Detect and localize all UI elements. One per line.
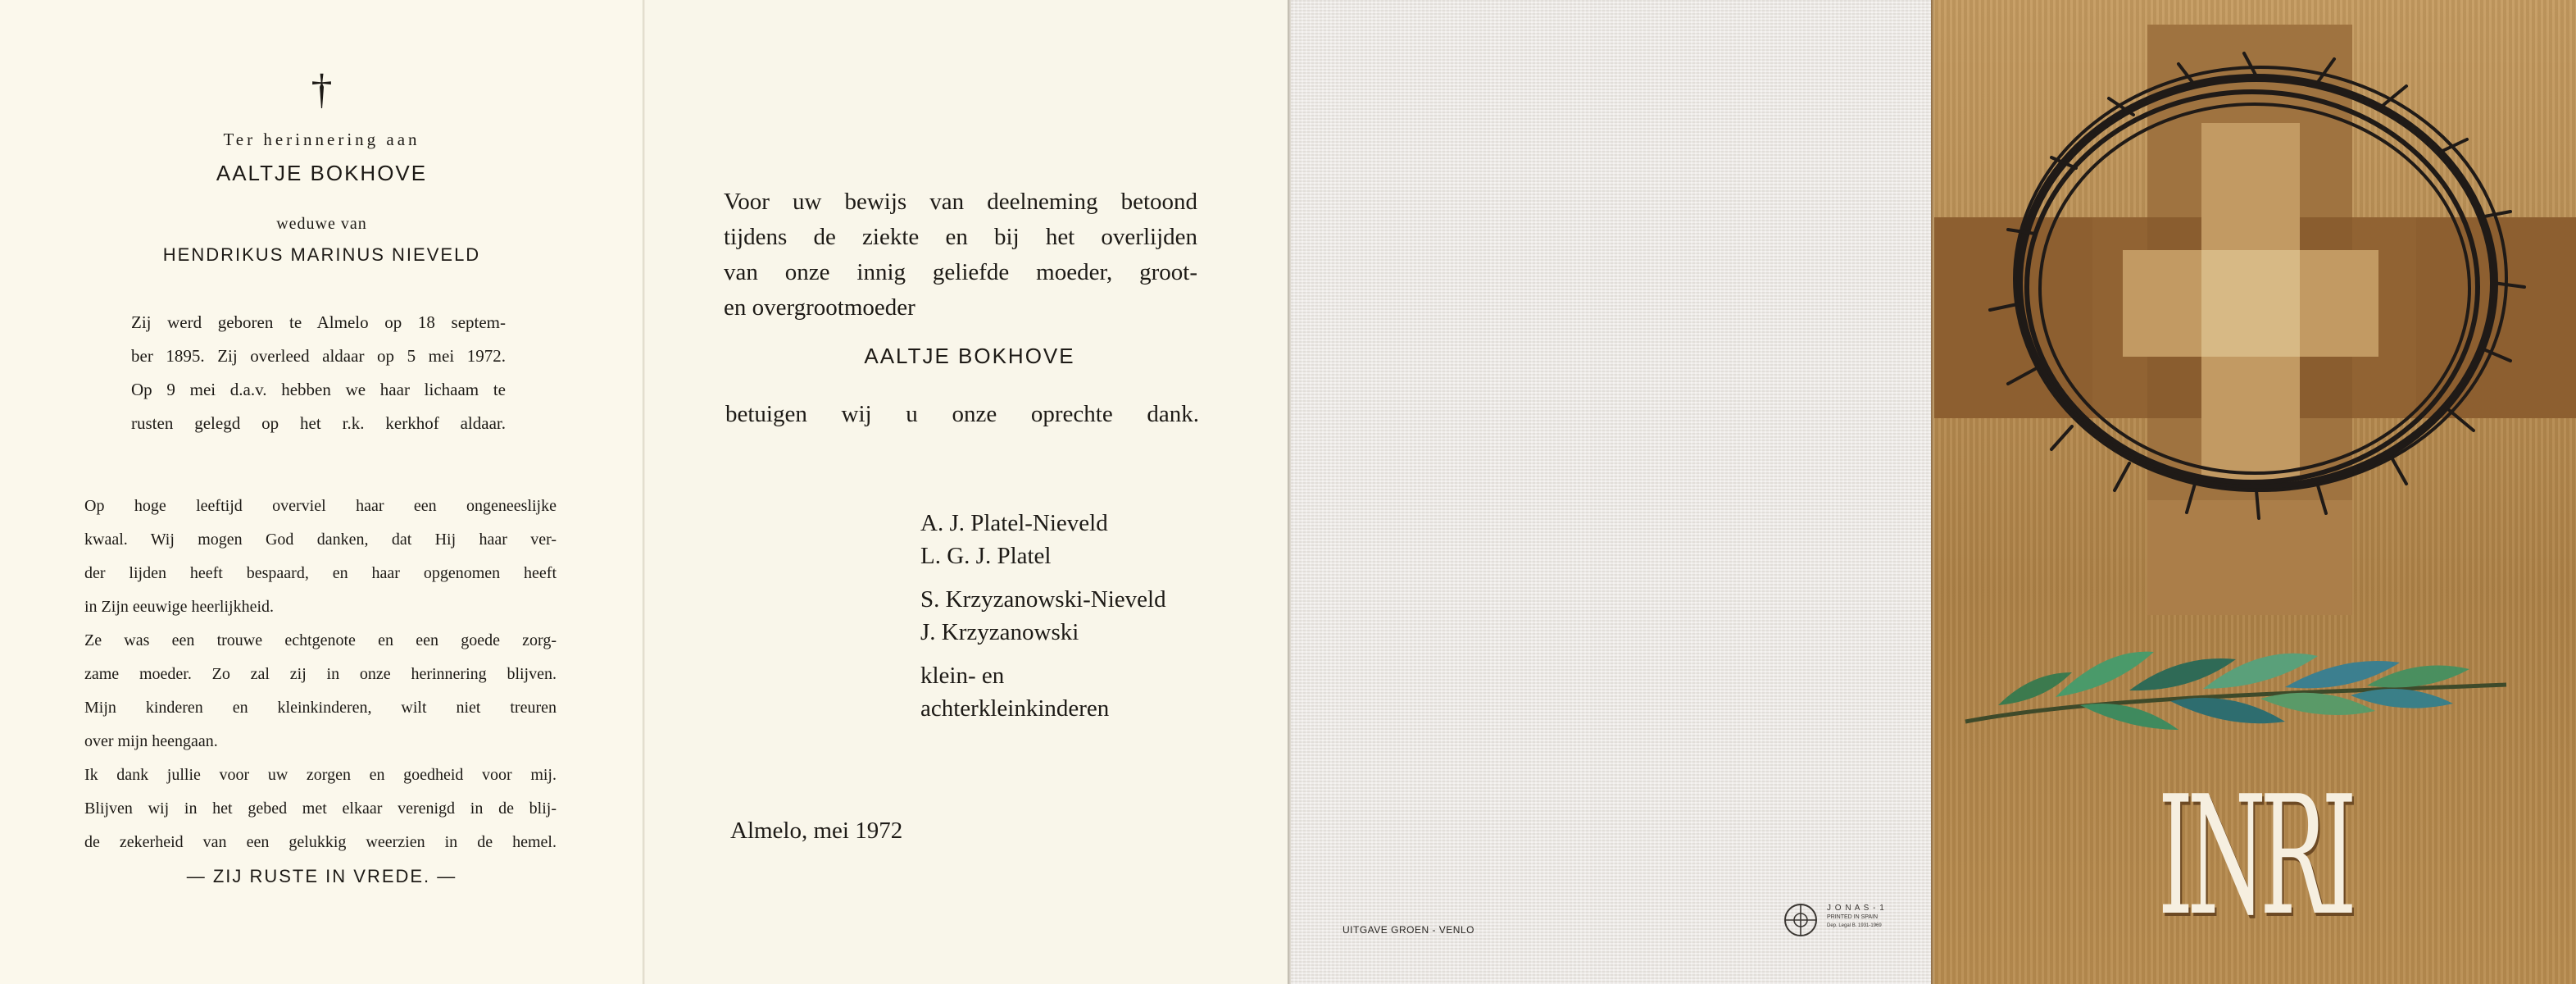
relation-line: weduwe van <box>276 215 367 233</box>
signatory: J. Krzyzanowski <box>920 619 1079 645</box>
signatory: L. G. J. Platel <box>920 543 1052 569</box>
publisher-imprint: UITGAVE GROEN - VENLO <box>1343 924 1474 936</box>
spouse-name: HENDRIKUS MARINUS NIEVELD <box>162 244 481 265</box>
thanks-line-block <box>725 397 1199 432</box>
text-line: zame moeder. Zo zal zij in onze herinnering blijven. <box>84 665 557 683</box>
thanks-intro-line: tijdens de ziekte en bij het overlijden <box>724 224 1197 250</box>
deceased-name: AALTJE BOKHOVE <box>216 161 428 185</box>
printer-imprint <box>1827 904 1885 931</box>
memorial-text-block <box>84 490 557 859</box>
bio-line: ber 1895. Zij overleed aldaar op 5 mei 1972. <box>131 346 506 366</box>
memorial-card-thanks-page <box>643 0 1289 984</box>
signatory: klein- en <box>920 663 1005 689</box>
text-line: over mijn heengaan. <box>84 732 218 750</box>
text-line: Mijn kinderen en kleinkinderen, wilt niet treuren <box>84 699 557 717</box>
thanks-intro-block <box>724 184 1197 326</box>
text-line: der lijden heeft bespaard, en haar opgenomen heeft <box>84 564 557 582</box>
thanks-intro-line: en overgrootmoeder <box>724 294 915 321</box>
memorial-card-left-page <box>0 0 643 984</box>
printer-name: J O N A S - 1 <box>1827 904 1885 913</box>
inri-inscription: INRI <box>2157 761 2351 952</box>
text-line: Ik dank jullie voor uw zorgen en goedheid voor mij. <box>84 766 557 784</box>
deceased-name: AALTJE BOKHOVE <box>864 344 1075 368</box>
cross-symbol: † <box>311 66 333 113</box>
place-date: Almelo, mei 1972 <box>730 818 903 844</box>
fold-line <box>643 0 645 984</box>
text-line: de zekerheid van een gelukkig weerzien in de hemel. <box>84 833 557 851</box>
signatory: A. J. Platel-Nieveld <box>920 510 1108 536</box>
printer-origin: PRINTED IN SPAIN <box>1827 914 1879 920</box>
bio-line: Op 9 mei d.a.v. hebben we haar lichaam te <box>131 380 506 399</box>
memorial-card-front-cover <box>1933 0 2576 984</box>
text-line: kwaal. Wij mogen God danken, dat Hij haar ver- <box>84 531 557 549</box>
closing-line: — ZIJ RUSTE IN VREDE. — <box>186 866 457 886</box>
intro-line: Ter herinnering aan <box>223 130 420 149</box>
signatory: achterkleinkinderen <box>920 695 1110 722</box>
text-line: Ze was een trouwe echtgenote en een goede zorg- <box>84 631 557 649</box>
bio-line: rusten gelegd op het r.k. kerkhof aldaar. <box>131 413 506 433</box>
fold-line <box>1931 0 1934 984</box>
memorial-card-back-page <box>1289 0 1933 984</box>
text-line: in Zijn eeuwige heerlijkheid. <box>84 598 275 616</box>
publisher-logo-icon <box>1783 902 1819 938</box>
biography-block <box>131 306 506 440</box>
thanks-intro-line: van onze innig geliefde moeder, groot- <box>724 259 1197 285</box>
thanks-intro-line: Voor uw bewijs van deelneming betoond <box>724 189 1197 215</box>
bio-line: Zij werd geboren te Almelo op 18 septem- <box>131 312 506 332</box>
thanks-line: betuigen wij u onze oprechte dank. <box>725 401 1199 427</box>
printer-legal: Dep. Legal B. 1931-1969 <box>1827 923 1882 928</box>
text-line: Op hoge leeftijd overviel haar een ongeneeslijke <box>84 497 557 515</box>
laurel-branch-icon <box>1965 652 2506 730</box>
fold-line <box>1288 0 1291 984</box>
signatory: S. Krzyzanowski-Nieveld <box>920 586 1166 613</box>
signatories <box>920 507 1166 725</box>
text-line: Blijven wij in het gebed met elkaar verenigd in de blij- <box>84 800 557 818</box>
